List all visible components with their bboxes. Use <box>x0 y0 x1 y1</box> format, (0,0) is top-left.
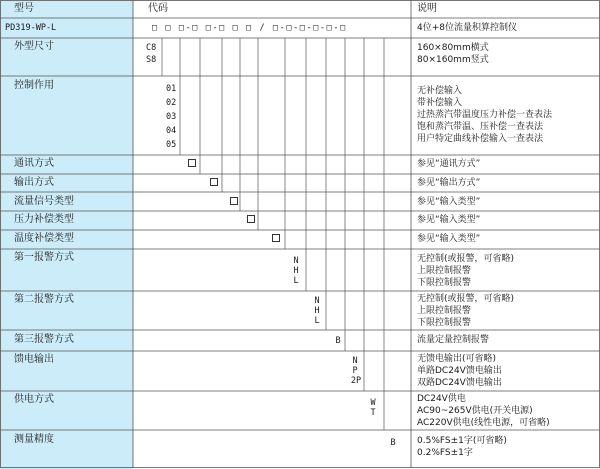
desc-feed-3: 双路DC24V馈电输出 <box>417 378 502 388</box>
desc-control-3: 过热蒸汽带温度压力补偿一查表法 <box>417 110 553 120</box>
header-desc-label: 说明 <box>417 3 437 14</box>
desc-power-2: AC90~265V供电(开关电源) <box>417 406 533 416</box>
desc-accuracy-2: 0.2%FS±1字 <box>417 448 473 458</box>
desc-control-5: 用户特定曲线补偿输入一查表法 <box>417 134 544 144</box>
code-s8: S8 <box>146 55 157 65</box>
code-alarm1-n: N <box>293 256 299 266</box>
code-accuracy-b: B <box>390 438 396 448</box>
header-model-label: 型号 <box>14 3 34 14</box>
header-code-label: 代码 <box>148 3 168 14</box>
row-label-pressure-comp: 压力补偿类型 <box>14 214 74 225</box>
code-03: 03 <box>166 112 177 122</box>
row-label-power-supply: 供电方式 <box>14 394 54 405</box>
row-label-flow-signal: 流量信号类型 <box>14 196 74 207</box>
desc-alarm2-2: 上限控制报警 <box>417 306 472 316</box>
desc-accuracy-1: 0.5%FS±1字(可省略) <box>417 436 507 446</box>
code-alarm2-h: H <box>314 306 320 316</box>
desc-alarm3: 流量定量控制报警 <box>417 335 490 345</box>
model-code-template: □ □ □-□ □-□ □ □ / □-□-□-□-□-□ <box>152 23 347 33</box>
row-label-temperature-comp: 温度补偿类型 <box>14 233 74 244</box>
row-label-output: 输出方式 <box>14 177 54 188</box>
code-alarm3-b: B <box>335 336 341 346</box>
desc-feed-2: 单路DC24V馈电输出 <box>417 366 502 376</box>
code-feed-n: N <box>352 356 358 366</box>
code-c8: C8 <box>146 43 157 53</box>
desc-power-1: DC24V供电 <box>417 394 466 404</box>
desc-alarm1-1: 无控制(或报警，可省略) <box>417 254 515 264</box>
code-05: 05 <box>166 140 177 150</box>
row-label-alarm-3: 第三报警方式 <box>14 334 74 345</box>
desc-control-1: 无补偿输入 <box>417 86 463 96</box>
desc-dimensions-1: 160×80mm横式 <box>417 43 489 53</box>
row-label-accuracy: 测量精度 <box>14 434 54 445</box>
code-04: 04 <box>166 126 177 136</box>
code-box-temperature-comp <box>272 234 280 242</box>
desc-dimensions-2: 80×160mm竖式 <box>417 55 489 65</box>
desc-flow-signal: 参见“输入类型” <box>417 197 481 207</box>
code-box-communication <box>188 159 196 167</box>
code-alarm2-l: L <box>314 316 320 326</box>
desc-feed-1: 无馈电输出(可省略) <box>417 354 497 364</box>
code-box-output <box>210 178 218 186</box>
row-label-dimensions: 外型尺寸 <box>14 41 54 52</box>
model-name: PD319-WP-L <box>5 23 57 33</box>
desc-control-2: 带补偿输入 <box>417 98 463 108</box>
desc-alarm2-1: 无控制(或报警，可省略) <box>417 294 515 304</box>
code-alarm1-h: H <box>293 266 299 276</box>
code-box-flow-signal <box>230 197 238 205</box>
desc-communication: 参见“通讯方式” <box>417 159 481 169</box>
code-alarm1-l: L <box>293 276 299 286</box>
code-02: 02 <box>166 98 177 108</box>
desc-control-4: 饱和蒸汽带温、压补偿一查表法 <box>417 122 544 132</box>
code-alarm2-n: N <box>314 296 320 306</box>
desc-alarm1-2: 上限控制报警 <box>417 266 472 276</box>
row-label-control-mode: 控制作用 <box>14 80 54 91</box>
model-description: 4位+8位流量积算控制仪 <box>417 23 517 33</box>
row-label-feed-output: 馈电输出 <box>14 354 54 365</box>
desc-alarm2-3: 下限控制报警 <box>417 318 472 328</box>
code-feed-p: P <box>352 366 358 376</box>
code-01: 01 <box>166 84 177 94</box>
desc-temperature-comp: 参见“输入类型” <box>417 234 481 244</box>
row-label-alarm-2: 第二报警方式 <box>14 294 74 305</box>
code-box-pressure-comp <box>247 215 255 223</box>
desc-pressure-comp: 参见“输入类型” <box>417 215 481 225</box>
desc-output: 参见“输出方式” <box>417 178 481 188</box>
code-feed-2p: 2P <box>350 376 362 386</box>
desc-power-3: AC220V供电(线性电源，可省略) <box>417 418 550 428</box>
row-label-alarm-1: 第一报警方式 <box>14 252 74 263</box>
code-power-t: T <box>370 408 376 418</box>
code-power-w: W <box>370 398 376 408</box>
desc-alarm1-3: 下限控制报警 <box>417 278 472 288</box>
row-label-communication: 通讯方式 <box>14 158 54 169</box>
